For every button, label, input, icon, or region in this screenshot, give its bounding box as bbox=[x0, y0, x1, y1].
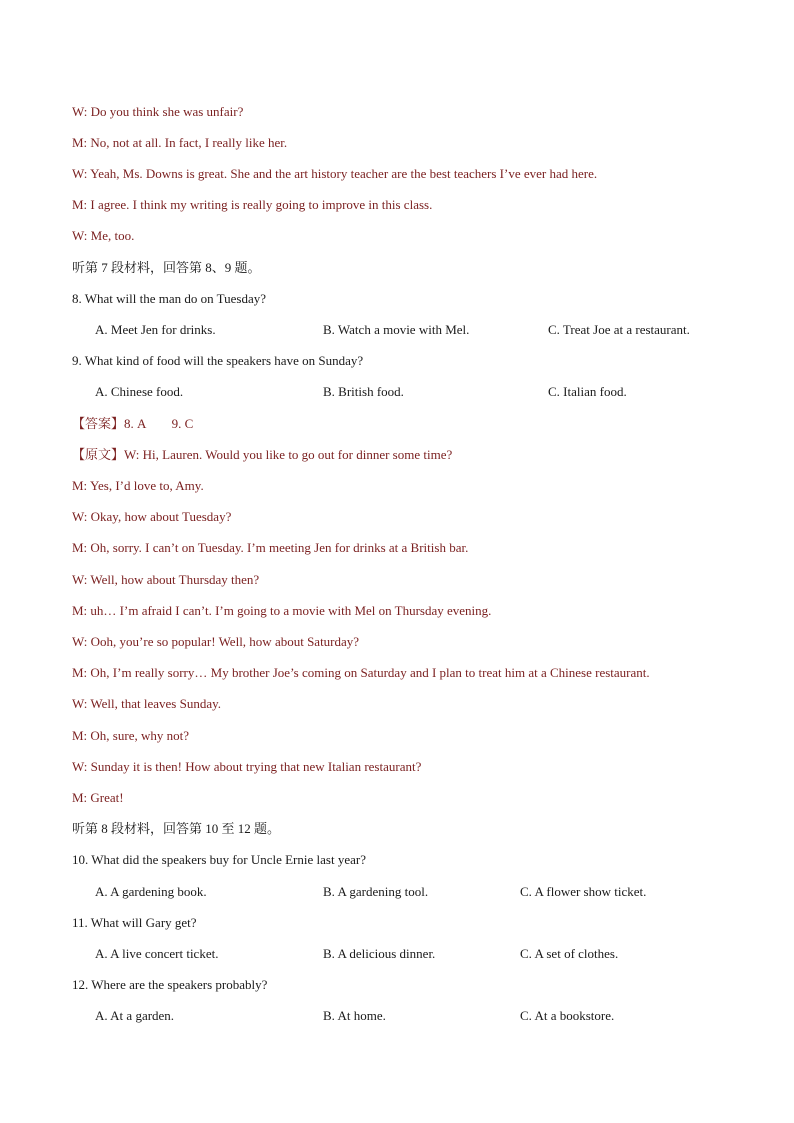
transcript-line: M: Oh, I’m really sorry… My brother Joe’s coming on Saturday and I plan to treat him at a Chinese restaurant. bbox=[72, 665, 650, 680]
transcript-line: M: Oh, sorry. I can’t on Tuesday. I’m meeting Jen for drinks at a British bar. bbox=[72, 540, 469, 555]
option-c: C. A flower show ticket. bbox=[520, 884, 647, 899]
question-text: 10. What did the speakers buy for Uncle Ernie last year? bbox=[72, 852, 366, 867]
dialogue-line: W: Me, too. bbox=[72, 228, 135, 243]
question-text: 11. What will Gary get? bbox=[72, 915, 197, 930]
option-a: A. Chinese food. bbox=[95, 384, 184, 399]
transcript-line: M: Oh, sure, why not? bbox=[72, 728, 189, 743]
transcript-line: M: uh… I’m afraid I can’t. I’m going to a movie with Mel on Thursday evening. bbox=[72, 603, 492, 618]
transcript-line: W: Well, how about Thursday then? bbox=[72, 572, 260, 587]
transcript-line: W: Ooh, you’re so popular! Well, how about Saturday? bbox=[72, 634, 360, 649]
dialogue-line: M: No, not at all. In fact, I really like her. bbox=[72, 135, 288, 150]
answer-text: 8. A 9. C bbox=[124, 416, 194, 431]
transcript-text: W: Hi, Lauren. Would you like to go out for dinner some time? bbox=[124, 447, 453, 462]
transcript-line: W: Well, that leaves Sunday. bbox=[72, 696, 222, 711]
transcript-line: W: Okay, how about Tuesday? bbox=[72, 509, 232, 524]
answer-line bbox=[72, 416, 193, 432]
answer-label: 【答案】 bbox=[72, 416, 125, 431]
question-text: 9. What kind of food will the speakers have on Sunday? bbox=[72, 353, 364, 368]
option-c: C. Italian food. bbox=[548, 384, 627, 399]
option-a: A. Meet Jen for drinks. bbox=[95, 322, 216, 337]
question-text: 12. Where are the speakers probably? bbox=[72, 977, 268, 992]
option-a: A. A live concert ticket. bbox=[95, 946, 219, 961]
transcript-line: W: Sunday it is then! How about trying that new Italian restaurant? bbox=[72, 759, 422, 774]
dialogue-line: W: Do you think she was unfair? bbox=[72, 104, 244, 119]
section-heading: 听第 7 段材料，回答第 8、9 题。 bbox=[72, 260, 261, 275]
transcript-line: M: Great! bbox=[72, 790, 124, 805]
option-c: C. Treat Joe at a restaurant. bbox=[548, 322, 690, 337]
section-heading: 听第 8 段材料，回答第 10 至 12 题。 bbox=[72, 821, 281, 836]
question-text: 8. What will the man do on Tuesday? bbox=[72, 291, 267, 306]
option-c: C. At a bookstore. bbox=[520, 1008, 615, 1023]
option-b: B. British food. bbox=[323, 384, 404, 399]
option-c: C. A set of clothes. bbox=[520, 946, 619, 961]
dialogue-line: M: I agree. I think my writing is really going to improve in this class. bbox=[72, 197, 433, 212]
option-a: A. A gardening book. bbox=[95, 884, 207, 899]
option-b: B. A delicious dinner. bbox=[323, 946, 436, 961]
option-b: B. A gardening tool. bbox=[323, 884, 429, 899]
option-b: B. Watch a movie with Mel. bbox=[323, 322, 470, 337]
option-a: A. At a garden. bbox=[95, 1008, 175, 1023]
transcript-first-line bbox=[72, 447, 452, 463]
option-b: B. At home. bbox=[323, 1008, 386, 1023]
dialogue-line: W: Yeah, Ms. Downs is great. She and the art history teacher are the best teachers I’ve ever had here. bbox=[72, 166, 598, 181]
transcript-label: 【原文】 bbox=[72, 447, 125, 462]
transcript-line: M: Yes, I’d love to, Amy. bbox=[72, 478, 204, 493]
